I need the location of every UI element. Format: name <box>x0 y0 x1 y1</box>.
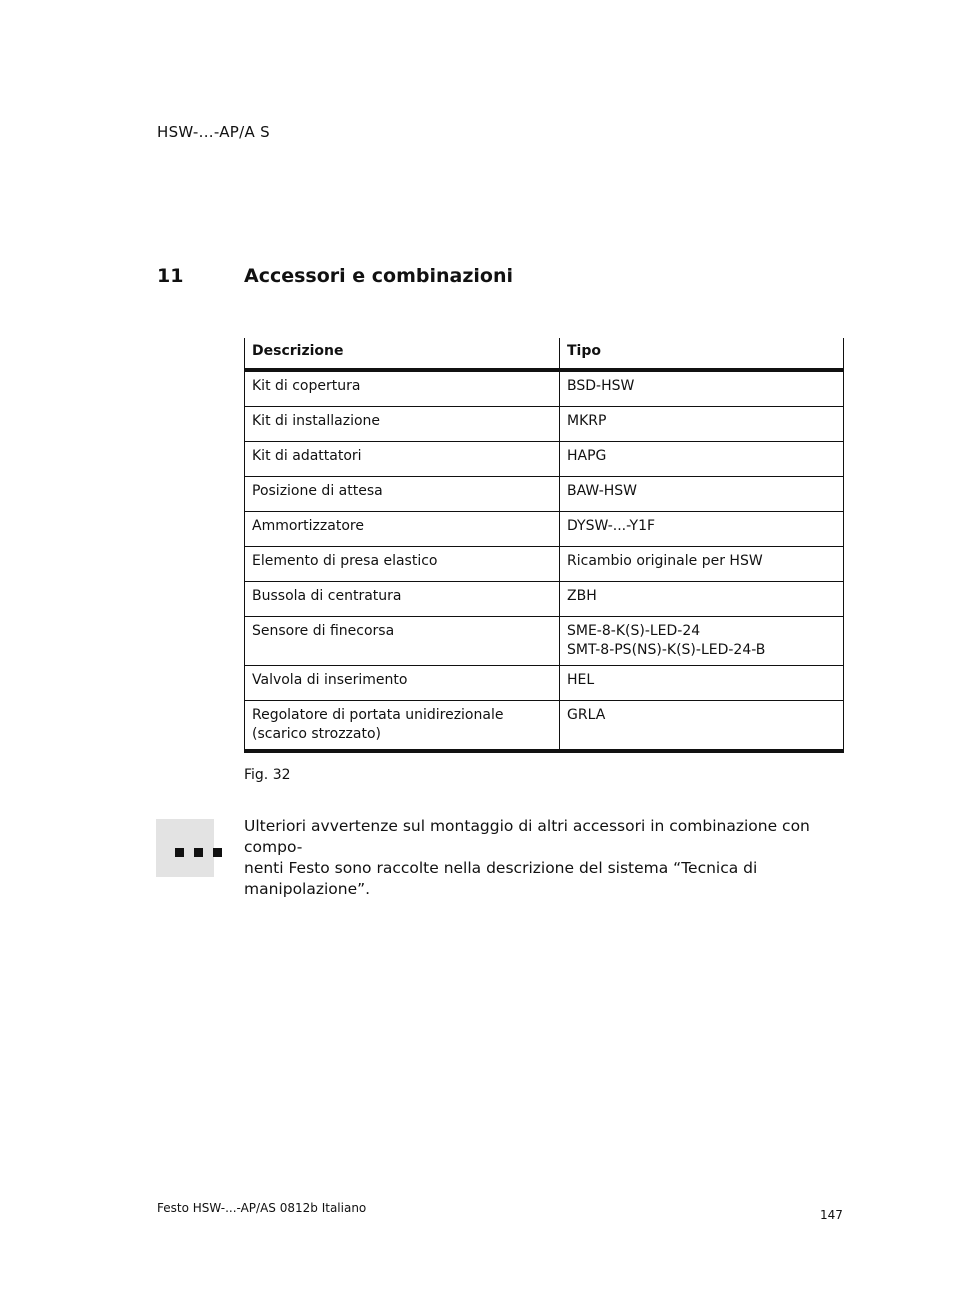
cell-descrizione: Kit di copertura <box>245 370 560 407</box>
cell-tipo: HEL <box>560 666 844 701</box>
cell-tipo: ZBH <box>560 582 844 617</box>
note-dot <box>213 848 222 857</box>
cell-descrizione <box>245 701 560 752</box>
table-row <box>245 512 844 547</box>
table-row <box>245 701 844 752</box>
cell-descrizione: Kit di adattatori <box>245 442 560 477</box>
page-number: 147 <box>820 1208 843 1222</box>
cell-tipo: MKRP <box>560 407 844 442</box>
cell-descrizione-line: (scarico strozzato) <box>252 726 381 742</box>
column-header-descrizione: Descrizione <box>245 338 560 370</box>
table-header-row <box>245 338 844 370</box>
cell-descrizione: Kit di installazione <box>245 407 560 442</box>
table-row <box>245 407 844 442</box>
note-text-line: nenti Festo sono raccolte nella descrizione del sistema “Tecnica di manipolazione”. <box>244 859 758 898</box>
note-dot <box>194 848 203 857</box>
cell-tipo-line: SME-8-K(S)-LED-24 <box>567 623 701 639</box>
cell-tipo: GRLA <box>560 701 844 752</box>
footer-document-info: Festo HSW-...-AP/AS 0812b Italiano <box>157 1201 367 1215</box>
cell-descrizione: Ammortizzatore <box>245 512 560 547</box>
note-icon <box>156 819 214 877</box>
cell-tipo: DYSW-...-Y1F <box>560 512 844 547</box>
table-row <box>245 617 844 666</box>
cell-tipo <box>560 617 844 666</box>
cell-descrizione: Valvola di inserimento <box>245 666 560 701</box>
note-dot <box>175 848 184 857</box>
cell-descrizione-line: Regolatore di portata unidirezionale <box>252 707 504 723</box>
cell-tipo: BAW-HSW <box>560 477 844 512</box>
column-header-tipo: Tipo <box>560 338 844 370</box>
cell-tipo: HAPG <box>560 442 844 477</box>
section-number: 11 <box>157 265 184 287</box>
cell-tipo-line: SMT-8-PS(NS)-K(S)-LED-24-B <box>567 642 766 658</box>
figure-caption: Fig. 32 <box>244 767 291 783</box>
cell-descrizione: Sensore di finecorsa <box>245 617 560 666</box>
note-text <box>244 816 854 900</box>
cell-tipo: BSD-HSW <box>560 370 844 407</box>
cell-tipo: Ricambio originale per HSW <box>560 547 844 582</box>
table-row <box>245 370 844 407</box>
table-row <box>245 442 844 477</box>
cell-descrizione: Bussola di centratura <box>245 582 560 617</box>
table-row <box>245 477 844 512</box>
note-text-line: Ulteriori avvertenze sul montaggio di altri accessori in combinazione con compo- <box>244 817 810 856</box>
table-row <box>245 582 844 617</box>
accessories-table <box>244 338 844 753</box>
running-header: HSW-...-AP/A S <box>157 123 270 141</box>
cell-descrizione: Elemento di presa elastico <box>245 547 560 582</box>
table-row <box>245 547 844 582</box>
table-row <box>245 666 844 701</box>
section-title: Accessori e combinazioni <box>244 265 514 287</box>
cell-descrizione: Posizione di attesa <box>245 477 560 512</box>
